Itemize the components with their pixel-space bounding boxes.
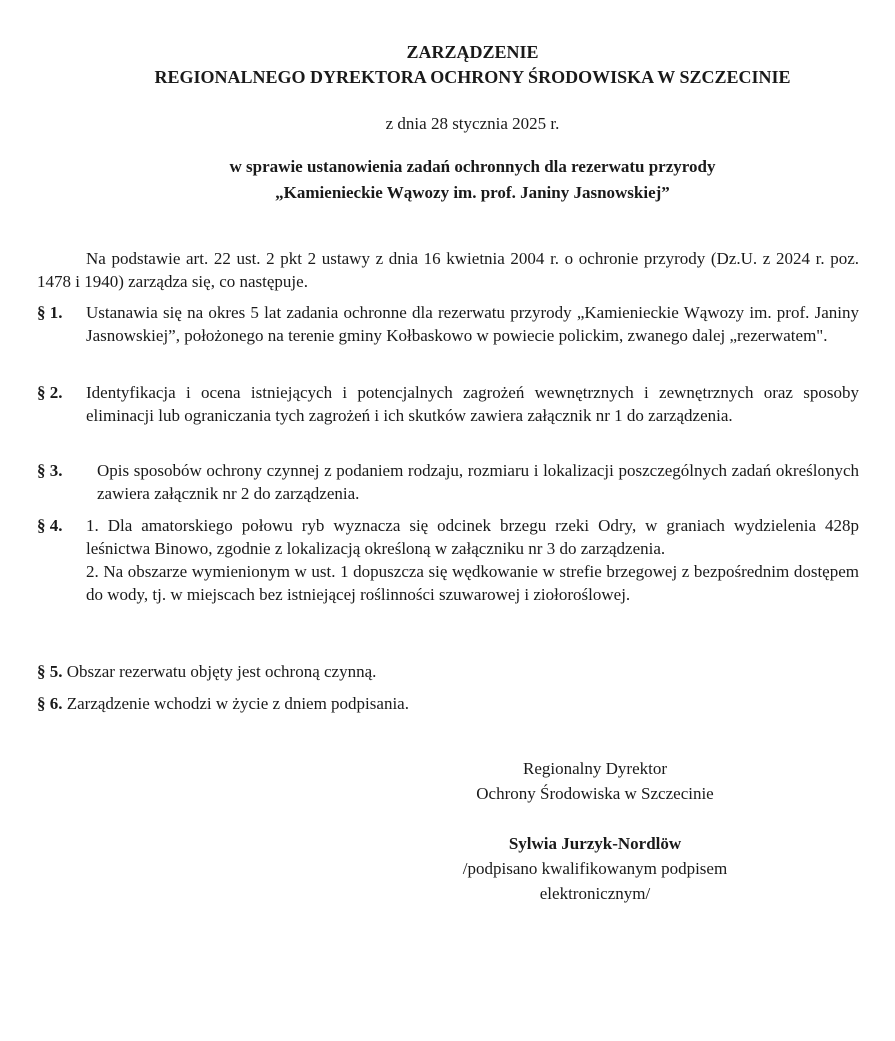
paragraph-4 [37, 514, 859, 606]
signatory-role-line-1: Regionalny Dyrektor [523, 759, 667, 778]
issuing-authority: REGIONALNEGO DYREKTORA OCHRONY ŚRODOWISKA W SZCZECINIE [154, 67, 791, 87]
paragraph-number: § 1. [37, 303, 63, 322]
paragraph-text: Zarządzenie wchodzi w życie z dniem podpisania. [66, 694, 409, 713]
intro-text: Na podstawie art. 22 ust. 2 pkt 2 ustawy z dnia 16 kwietnia 2004 r. o ochronie przyrody (Dz.U. z 2024 r. poz. 1478 i 1940) zarządza się, co następuje. [37, 249, 859, 291]
signature-note-line-1: /podpisano kwalifikowanym podpisem [462, 859, 728, 878]
paragraph-point-2: 2. Na obszarze wymienionym w ust. 1 dopuszcza się wędkowanie w strefie brzegowej z bezpośrednim dostępem do wody, tj. w miejscach bez istniejącej roślinności szuwarowej i ziołoroślowej. [86, 562, 859, 604]
paragraph-number: § 3. [37, 461, 63, 480]
paragraph-number: § 6. [37, 694, 63, 713]
paragraph-number: § 4. [37, 516, 63, 535]
paragraph-5 [37, 660, 859, 683]
paragraph-2 [37, 381, 859, 427]
intro-paragraph [37, 247, 859, 293]
document-date: z dnia 28 stycznia 2025 r. [385, 114, 560, 133]
document-title: ZARZĄDZENIE [406, 42, 539, 62]
paragraph-1 [37, 301, 859, 347]
paragraph-text: Obszar rezerwatu objęty jest ochroną czynną. [66, 662, 377, 681]
paragraph-3 [37, 459, 859, 505]
paragraph-text: Opis sposobów ochrony czynnej z podaniem rodzaju, rozmiaru i lokalizacji poszczególnych zadań określonych zawiera załącznik nr 2 do zarządzenia. [97, 461, 859, 503]
subject-line-2: „Kamienieckie Wąwozy im. prof. Janiny Jasnowskiej” [275, 183, 670, 202]
paragraph-number: § 5. [37, 662, 63, 681]
signature-note-line-2: elektronicznym/ [539, 884, 651, 903]
paragraph-point-1: 1. Dla amatorskiego połowu ryb wyznacza się odcinek brzegu rzeki Odry, w graniach wydzielenia 428p leśnictwa Binowo, zgodnie z lokalizacją określoną w załączniku nr 3 do zarządzenia. [86, 516, 859, 558]
paragraph-text: Ustanawia się na okres 5 lat zadania ochronne dla rezerwatu przyrody „Kamienieckie Wąwozy im. prof. Janiny Jasnowskiej”, położonego na terenie gminy Kołbaskowo w powiecie polickim, zwanego dalej „rezerwatem". [86, 303, 859, 345]
paragraph-number: § 2. [37, 383, 63, 402]
paragraph-text: Identyfikacja i ocena istniejących i potencjalnych zagrożeń wewnętrznych i zewnętrznych oraz sposoby eliminacji lub ograniczania tych zagrożeń i ich skutków zawiera załącznik nr 1 do zarządzenia. [86, 383, 859, 425]
subject-line-1: w sprawie ustanowienia zadań ochronnych dla rezerwatu przyrody [229, 157, 716, 176]
signatory-name: Sylwia Jurzyk-Nordlöw [508, 834, 682, 853]
paragraph-6 [37, 692, 859, 715]
signatory-role-line-2: Ochrony Środowiska w Szczecinie [476, 784, 714, 803]
